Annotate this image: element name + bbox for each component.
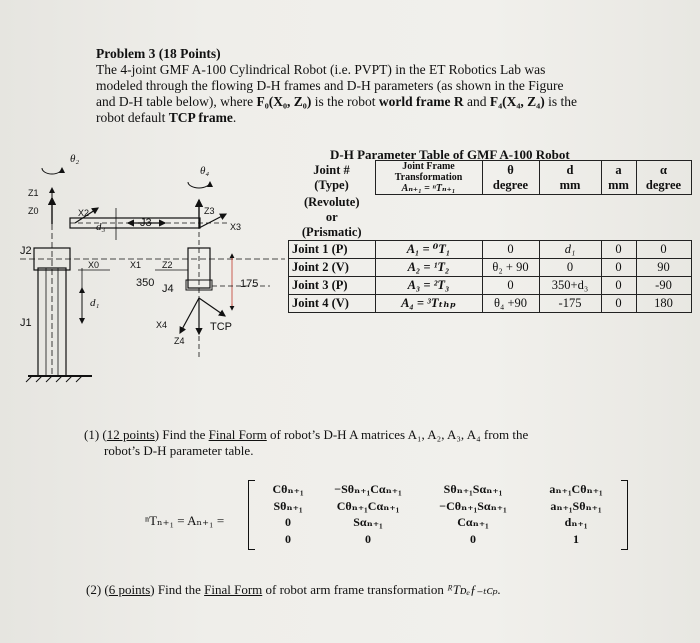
header-d: d mm bbox=[539, 161, 601, 195]
theta2-label: θ₂ bbox=[70, 153, 80, 165]
header-a: a mm bbox=[601, 161, 636, 195]
z3-label: Z3 bbox=[204, 206, 215, 216]
z2-label: Z2 bbox=[162, 260, 173, 270]
matrix-cell: aₙ₊₁Sθₙ₊₁ bbox=[550, 498, 602, 513]
matrix-cell: Sθₙ₊₁ bbox=[273, 498, 303, 513]
matrix-cell: aₙ₊₁Cθₙ₊₁ bbox=[549, 482, 603, 496]
dh-parameter-table bbox=[288, 160, 692, 313]
header-joint: Joint # (Type) bbox=[313, 162, 350, 192]
dh-row-2: Joint 2 (V) A₂ = ¹T₂ θ₂ + 90 0 0 90 bbox=[289, 258, 692, 276]
problem-text-line-4: robot default TCP frame. bbox=[96, 110, 237, 125]
problem-title: Problem 3 (18 Points) bbox=[96, 46, 221, 61]
dim-350-label: 350 bbox=[136, 277, 155, 289]
dh-row-3: Joint 3 (P) A₃ = ²T₃ 0 350+d₃ 0 -90 bbox=[289, 276, 692, 294]
matrix-cell: 0 bbox=[285, 531, 291, 546]
dh-row-4: Joint 4 (V) A₄ = ³Tₜₕₚ θ₄ +90 -175 0 180 bbox=[289, 294, 692, 312]
matrix-cell: −Cθₙ₊₁Sαₙ₊₁ bbox=[439, 498, 507, 513]
x4-label: X4 bbox=[156, 320, 168, 330]
robot-dh-frame-diagram bbox=[20, 148, 285, 383]
dim-175-label: 175 bbox=[240, 278, 259, 290]
theta4-label: θ₄ bbox=[200, 165, 210, 177]
matrix-cell: 0 bbox=[285, 515, 291, 529]
dh-table-title: D-H Parameter Table of GMF A-100 Robot bbox=[330, 147, 570, 162]
x3-label: X3 bbox=[230, 222, 242, 232]
z0-label: Z0 bbox=[28, 206, 39, 216]
j4-label: J4 bbox=[162, 283, 174, 295]
matrix-right-bracket bbox=[621, 480, 628, 550]
problem-text-line-2: modeled through the flowing D-H frames and D-H parameters (as shown in the Figure bbox=[96, 78, 564, 93]
header-frame: Joint Frame Transformation Aₙ₊₁ = ⁿTₙ₊₁ bbox=[375, 161, 482, 195]
matrix-lhs: ⁿTₙ₊₁ = Aₙ₊₁ = bbox=[145, 513, 225, 528]
z4-label: Z4 bbox=[174, 336, 185, 346]
matrix-cell: Cθₙ₊₁ bbox=[272, 482, 304, 496]
matrix-cell: Sθₙ₊₁Sαₙ₊₁ bbox=[443, 482, 503, 496]
question-2: (2) (6 points) Find the Final Form of robot arm frame transformation ᴿTᴅₑƒ₋ₜᴄₚ. bbox=[86, 582, 501, 597]
dh-general-matrix bbox=[248, 480, 628, 548]
matrix-cell: 1 bbox=[573, 531, 579, 546]
z1-label: Z1 bbox=[28, 188, 39, 198]
x2-label: X2 bbox=[78, 208, 90, 218]
j2-label: J2 bbox=[20, 245, 32, 257]
problem-text-line-3: and D-H table below), where F₀(X₀, Z₀) is the robot world frame R and F₄(X₄, Z₄) is the bbox=[96, 94, 577, 109]
matrix-cells bbox=[258, 481, 624, 547]
j3-label: J3 bbox=[140, 217, 152, 229]
x1-label: X1 bbox=[130, 260, 142, 270]
tcp-label: TCP bbox=[210, 321, 232, 333]
matrix-cell: Cαₙ₊₁ bbox=[457, 515, 489, 529]
matrix-left-bracket bbox=[248, 480, 255, 550]
question-1-line-2: robot’s D-H parameter table. bbox=[104, 443, 254, 458]
header-theta: θ degree bbox=[482, 161, 539, 195]
header-type-note: (Revolute) or (Prismatic) bbox=[301, 194, 362, 239]
matrix-cell: Cθₙ₊₁Cαₙ₊₁ bbox=[336, 498, 400, 513]
d3-label: d₃ bbox=[96, 221, 106, 233]
j1-label: J1 bbox=[20, 317, 32, 329]
question-1-line-1: (1) (12 points) Find the Final Form of robot’s D-H A matrices A₁, A₂, A₃, A₄ from the bbox=[84, 427, 529, 442]
header-alpha: α degree bbox=[636, 161, 691, 195]
matrix-cell: 0 bbox=[470, 531, 476, 546]
problem-text-line-1: The 4-joint GMF A-100 Cylindrical Robot (i.e. PVPT) in the ET Robotics Lab was bbox=[96, 62, 546, 77]
matrix-cell: −Sθₙ₊₁Cαₙ₊₁ bbox=[334, 482, 402, 496]
matrix-cell: Sαₙ₊₁ bbox=[353, 515, 383, 529]
dh-row-1: Joint 1 (P) A₁ = ⁰T₁ 0 d₁ 0 0 bbox=[289, 240, 692, 258]
x0-label: X0 bbox=[88, 260, 100, 270]
d1-label: d₁ bbox=[90, 297, 100, 309]
matrix-cell: dₙ₊₁ bbox=[564, 515, 588, 529]
matrix-cell: 0 bbox=[365, 531, 371, 546]
